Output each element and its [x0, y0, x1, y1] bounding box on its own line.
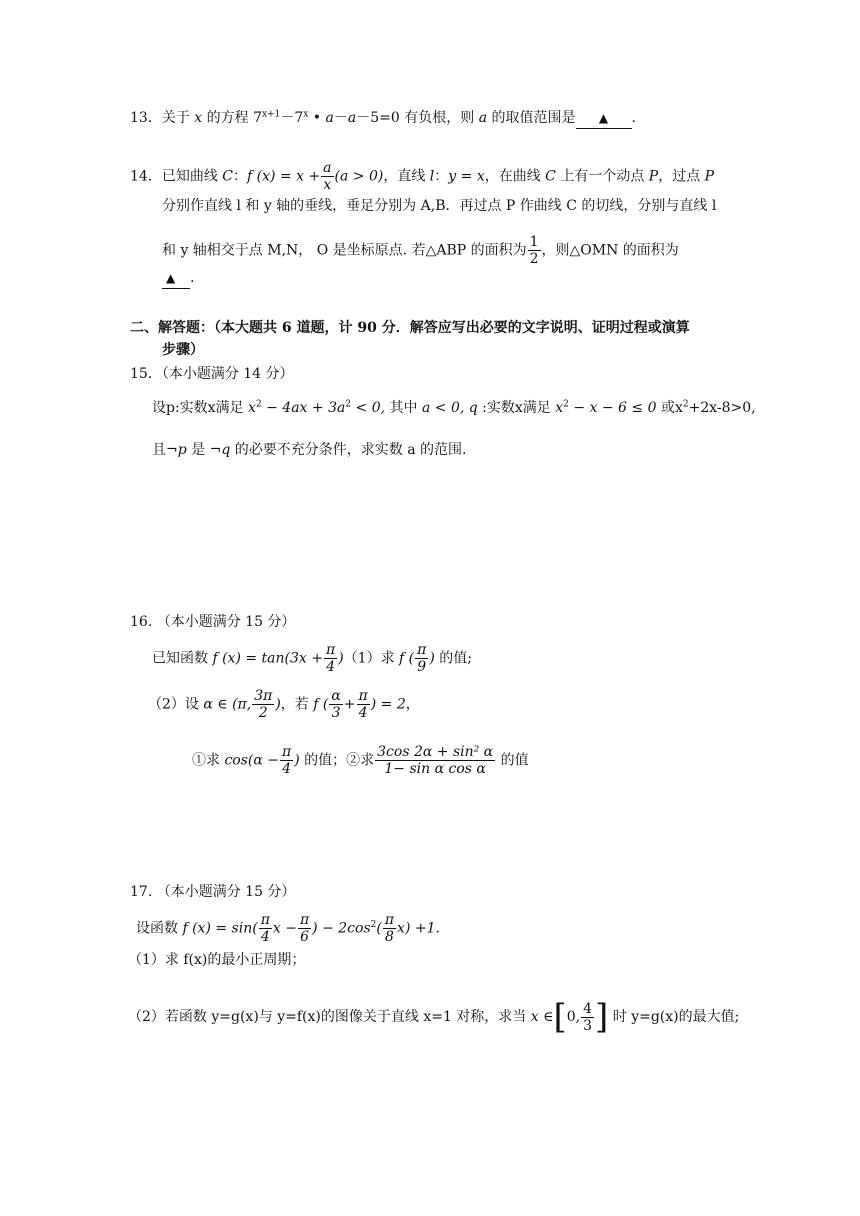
question-15-heading: 15．（本小题满分 14 分）	[130, 366, 294, 382]
question-14-line-2: 分别作直线 l 和 y 轴的垂线，垂足分别为 A,B．再过点 P 作曲线 C 的切线，分别与直线 l	[162, 198, 717, 214]
question-16-heading: 16. （本小题满分 15 分）	[130, 614, 296, 630]
question-13: 13．关于 x 的方程 $7^{x+1}-7^x$ • a－a－5=0 有负根，则 a 的取值范围是 ▲ .	[130, 108, 636, 129]
question-16-line-2: （2）设 α ∈ (π, $\frac{3\pi}{2}$ )，若 f ( $\frac{\alpha}{3}$ + $\frac{\pi}{4}$ ) = 2，	[148, 688, 420, 721]
question-17-part-1: （1）求 f(x)的最小正周期；	[128, 952, 306, 968]
question-14-line-1: 14．已知曲线 C：f (x) = x + $\frac{a}{x}$ (a > 0)，直线 l：y = x，在曲线 C 上有一个动点 P，过点 P	[130, 160, 715, 193]
q13-number: 13．	[130, 110, 162, 126]
answer-blank: ▲	[576, 108, 632, 129]
q14-number: 14．	[130, 168, 162, 185]
answer-blank: ▲	[162, 268, 190, 289]
fraction-a-over-x: $\frac{a}{x}$	[323, 160, 332, 193]
question-15-line-1: 设p:实数x满足 $x^2 - 4ax + 3a^2 < 0$, 其中 a < 0, q :实数x满足 $x^2 - x - 6 \le 0$ 或$x^2+2x-8>0$,	[152, 399, 756, 416]
section-2-heading-cont: 步骤）	[162, 342, 204, 358]
fraction-one-half: $\frac{1}{2}$	[529, 234, 539, 267]
question-14-line-3: 和 y 轴相交于点 M,N， O 是坐标原点. 若△ABP 的面积为 $\frac{1}{2}$ ，则△OMN 的面积为	[162, 234, 679, 267]
question-17-part-2: （2）若函数 y=g(x)与 y=f(x)的图像关于直线 x=1 对称，求当 x ∈[0, $\frac{4}{3}$ ] 时 y=g(x)的最大值;	[128, 997, 740, 1037]
section-2-heading: 二、解答题：（本大题共 6 道题，计 90 分．解答应写出必要的文字说明、证明过程或演算	[130, 320, 690, 336]
question-16-line-3: ①求 cos(α − $\frac{\pi}{4}$ ) 的值；②求 $\frac{\text{3cos 2α + sin² α}}{\text{1− sin α cos α}}$ 的值	[192, 744, 529, 777]
question-17-heading: 17. （本小题满分 15 分）	[130, 884, 296, 900]
question-14-answer: ▲ .	[162, 268, 194, 289]
question-15-line-2: 且¬p 是 ¬q 的必要不充分条件，求实数 a 的范围.	[152, 442, 467, 458]
question-16-line-1: 已知函数 f (x) = tan(3x + $\frac{\pi}{4}$ )（1）求 f ( $\frac{\pi}{9}$ ) 的值;	[152, 642, 472, 675]
question-17-line-1: 设函数 f (x) = sin( $\frac{\pi}{4}$ x − $\frac{\pi}{6}$ ) − $2\cos^2$( $\frac{\pi}{8}$ x) +1.	[136, 912, 440, 945]
